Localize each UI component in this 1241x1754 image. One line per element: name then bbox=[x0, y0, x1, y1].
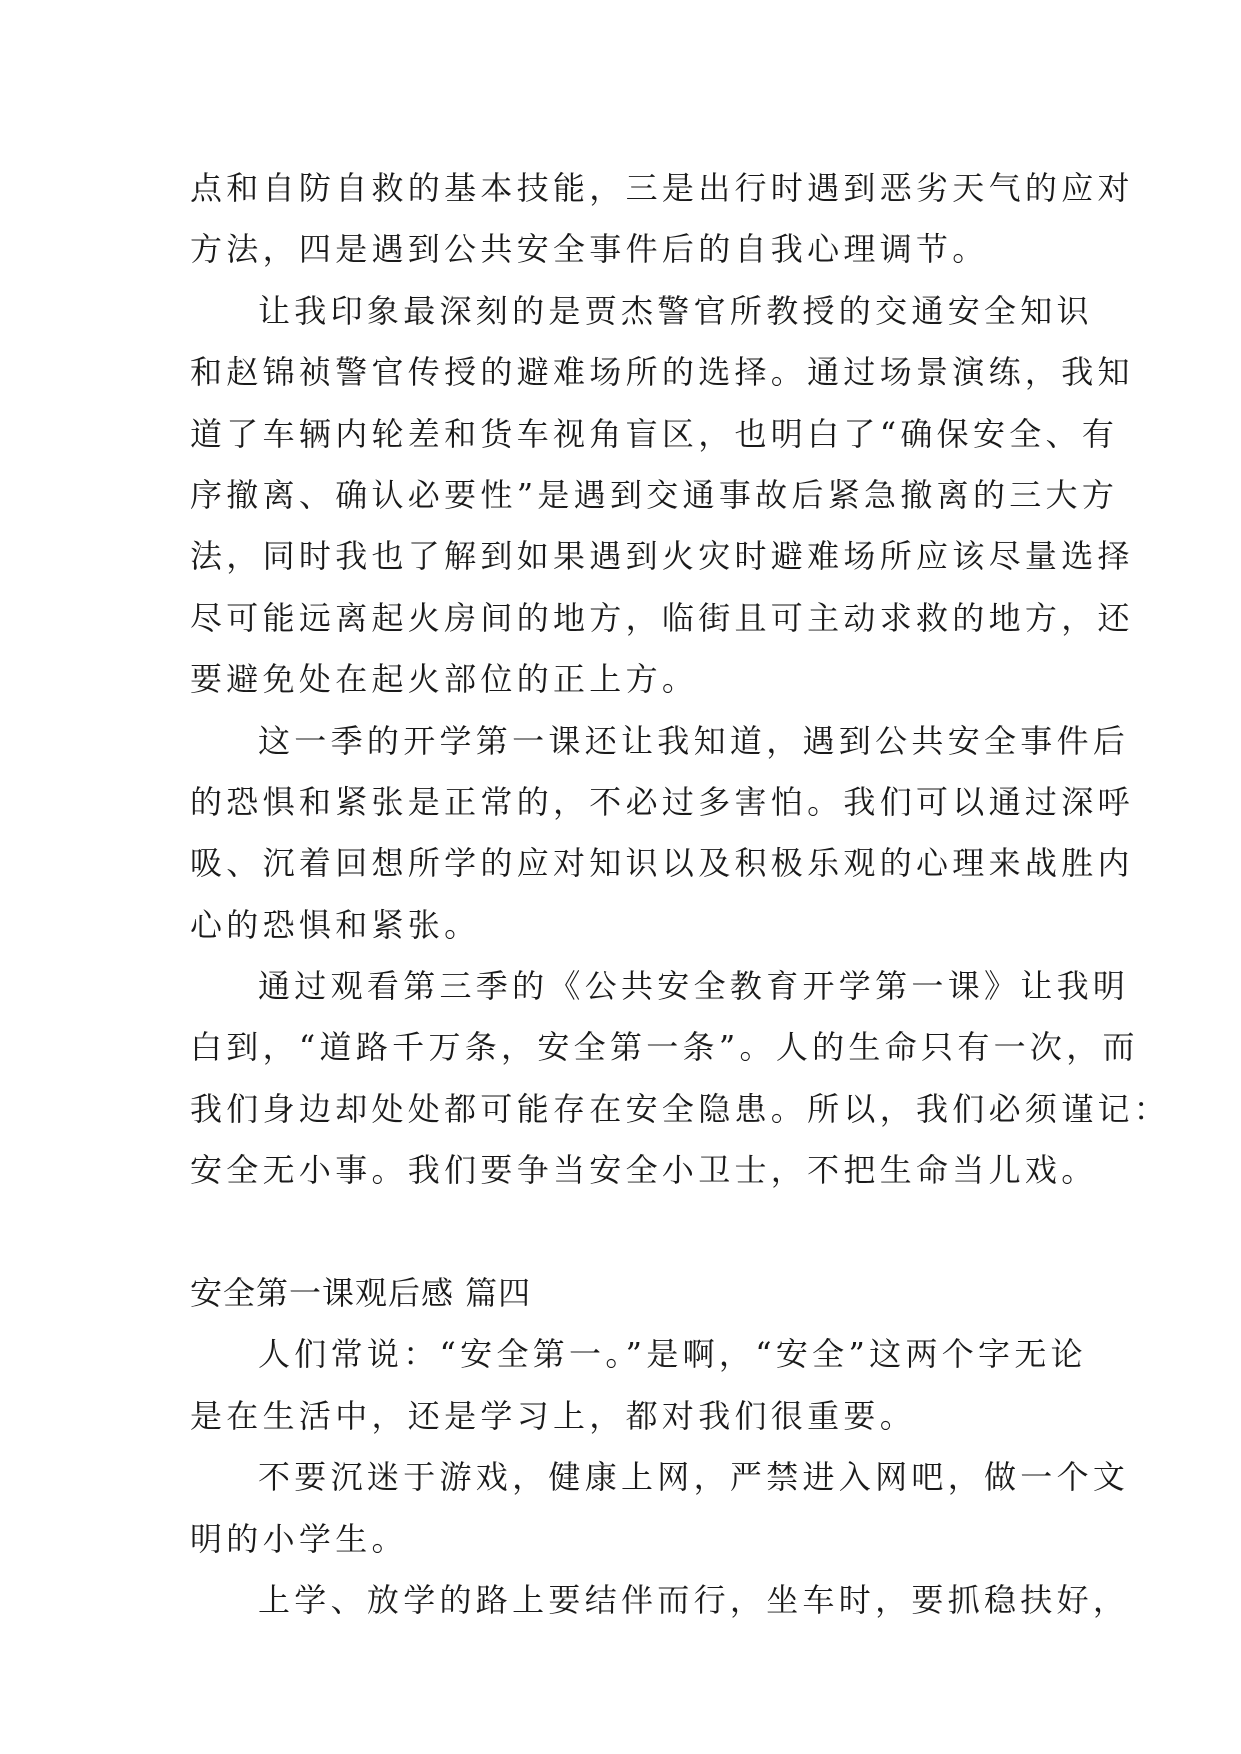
section-heading: 安全第一课观后感 篇四 bbox=[190, 1274, 532, 1313]
paragraph-gap bbox=[190, 1202, 1060, 1263]
document-body bbox=[190, 158, 1171, 1631]
paragraph-line: 让我印象最深刻的是贾杰警官所教授的交通安全知识 bbox=[258, 291, 1093, 330]
paragraph-line: 我们身边却处处都可能存在安全隐患。所以，我们必须谨记： bbox=[190, 1089, 1171, 1128]
paragraph-line: 安全无小事。我们要争当安全小卫士，不把生命当儿戏。 bbox=[190, 1151, 1098, 1190]
paragraph-line: 和赵锦祯警官传授的避难场所的选择。通过场景演练，我知 bbox=[190, 353, 1134, 392]
paragraph-line: 法，同时我也了解到如果遇到火灾时避难场所应该尽量选择 bbox=[190, 537, 1134, 576]
paragraph-line: 尽可能远离起火房间的地方，临街且可主动求救的地方，还 bbox=[190, 598, 1134, 637]
paragraph-line: 心的恐惧和紧张。 bbox=[190, 905, 481, 944]
paragraph-line: 上学、放学的路上要结伴而行，坐车时，要抓稳扶好， bbox=[258, 1580, 1130, 1619]
paragraph-line: 要避免处在起火部位的正上方。 bbox=[190, 660, 699, 699]
paragraph-line: 吸、沉着回想所学的应对知识以及积极乐观的心理来战胜内 bbox=[190, 844, 1134, 883]
paragraph-line: 人们常说：“安全第一。”是啊，“安全”这两个字无论 bbox=[258, 1335, 1087, 1374]
paragraph-line: 点和自防自救的基本技能，三是出行时遇到恶劣天气的应对 bbox=[190, 169, 1134, 207]
paragraph-line: 是在生活中，还是学习上，都对我们很重要。 bbox=[190, 1396, 917, 1435]
paragraph-line: 不要沉迷于游戏，健康上网，严禁进入网吧，做一个文 bbox=[258, 1458, 1130, 1497]
paragraph-line: 道了车辆内轮差和货车视角盲区，也明白了“确保安全、有 bbox=[190, 414, 1119, 453]
paragraph-line: 白到，“道路千万条，安全第一条”。人的生命只有一次，而 bbox=[190, 1028, 1139, 1067]
paragraph-line: 通过观看第三季的《公共安全教育开学第一课》让我明 bbox=[258, 967, 1130, 1006]
paragraph-line: 序撤离、确认必要性”是遇到交通事故后紧急撤离的三大方 bbox=[190, 475, 1119, 514]
paragraph-line: 方法，四是遇到公共安全事件后的自我心理调节。 bbox=[190, 230, 989, 269]
paragraph-line: 的恐惧和紧张是正常的，不必过多害怕。我们可以通过深呼 bbox=[190, 782, 1134, 821]
paragraph-line: 明的小学生。 bbox=[190, 1519, 408, 1558]
paragraph-line: 这一季的开学第一课还让我知道，遇到公共安全事件后 bbox=[258, 721, 1130, 760]
